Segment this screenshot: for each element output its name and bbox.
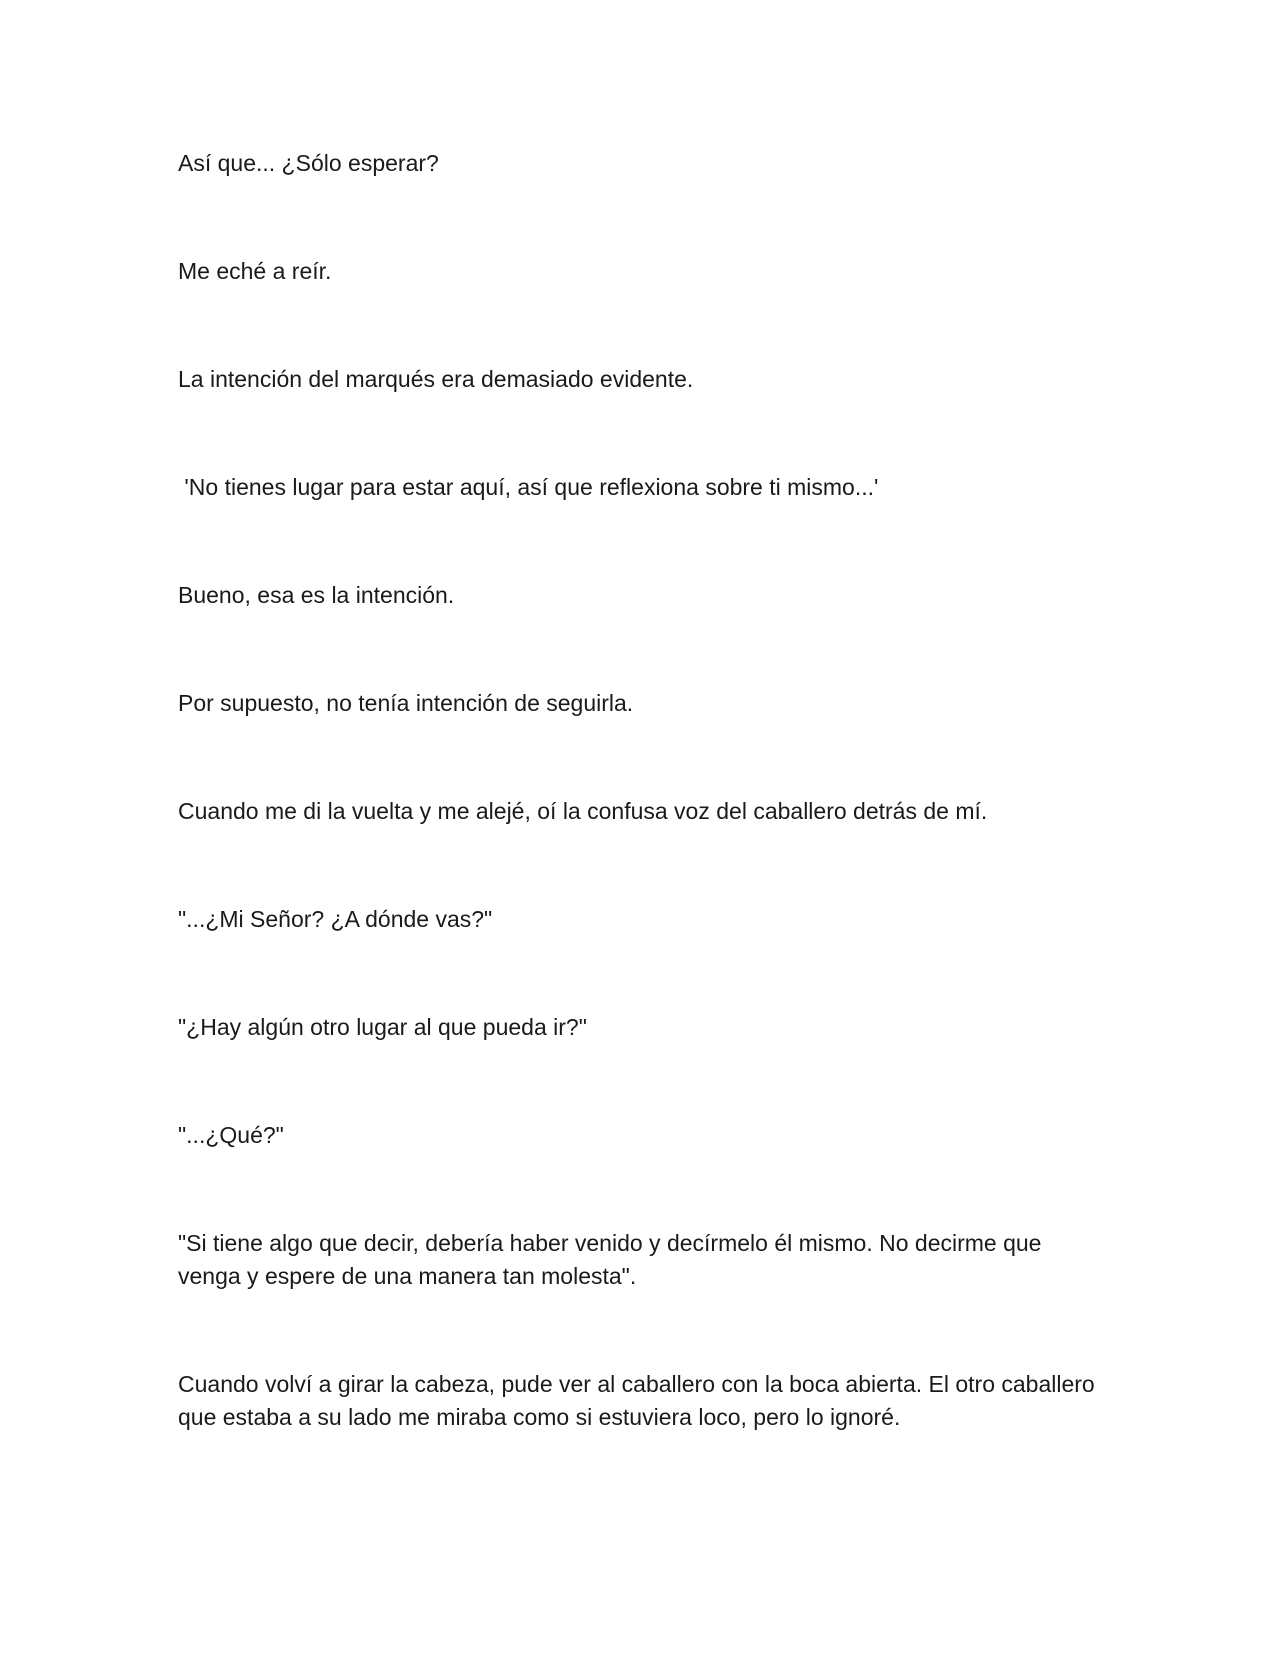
- paragraph-4: 'No tienes lugar para estar aquí, así que reflexiona sobre ti mismo...': [178, 474, 879, 500]
- paragraph-1: Así que... ¿Sólo esperar?: [178, 150, 439, 176]
- paragraph-5: Bueno, esa es la intención.: [178, 582, 455, 608]
- paragraph-2: Me eché a reír.: [178, 258, 332, 284]
- paragraph-3: La intención del marqués era demasiado evidente.: [178, 366, 694, 392]
- paragraph-10: "...¿Qué?": [178, 1122, 284, 1148]
- paragraph-9: "¿Hay algún otro lugar al que pueda ir?": [178, 1014, 587, 1040]
- paragraph-8: "...¿Mi Señor? ¿A dónde vas?": [178, 906, 493, 932]
- paragraph-12: Cuando volví a girar la cabeza, pude ver al caballero con la boca abierta. El otro caballero que estaba a su lado me miraba como si estuviera loco, pero lo ignoré.: [178, 1371, 1102, 1430]
- paragraph-6: Por supuesto, no tenía intención de seguirla.: [178, 690, 634, 716]
- paragraph-11: "Si tiene algo que decir, debería haber venido y decírmelo él mismo. No decirme que venga y espere de una manera tan molesta".: [178, 1230, 1048, 1289]
- paragraph-7: Cuando me di la vuelta y me alejé, oí la confusa voz del caballero detrás de mí.: [178, 798, 988, 824]
